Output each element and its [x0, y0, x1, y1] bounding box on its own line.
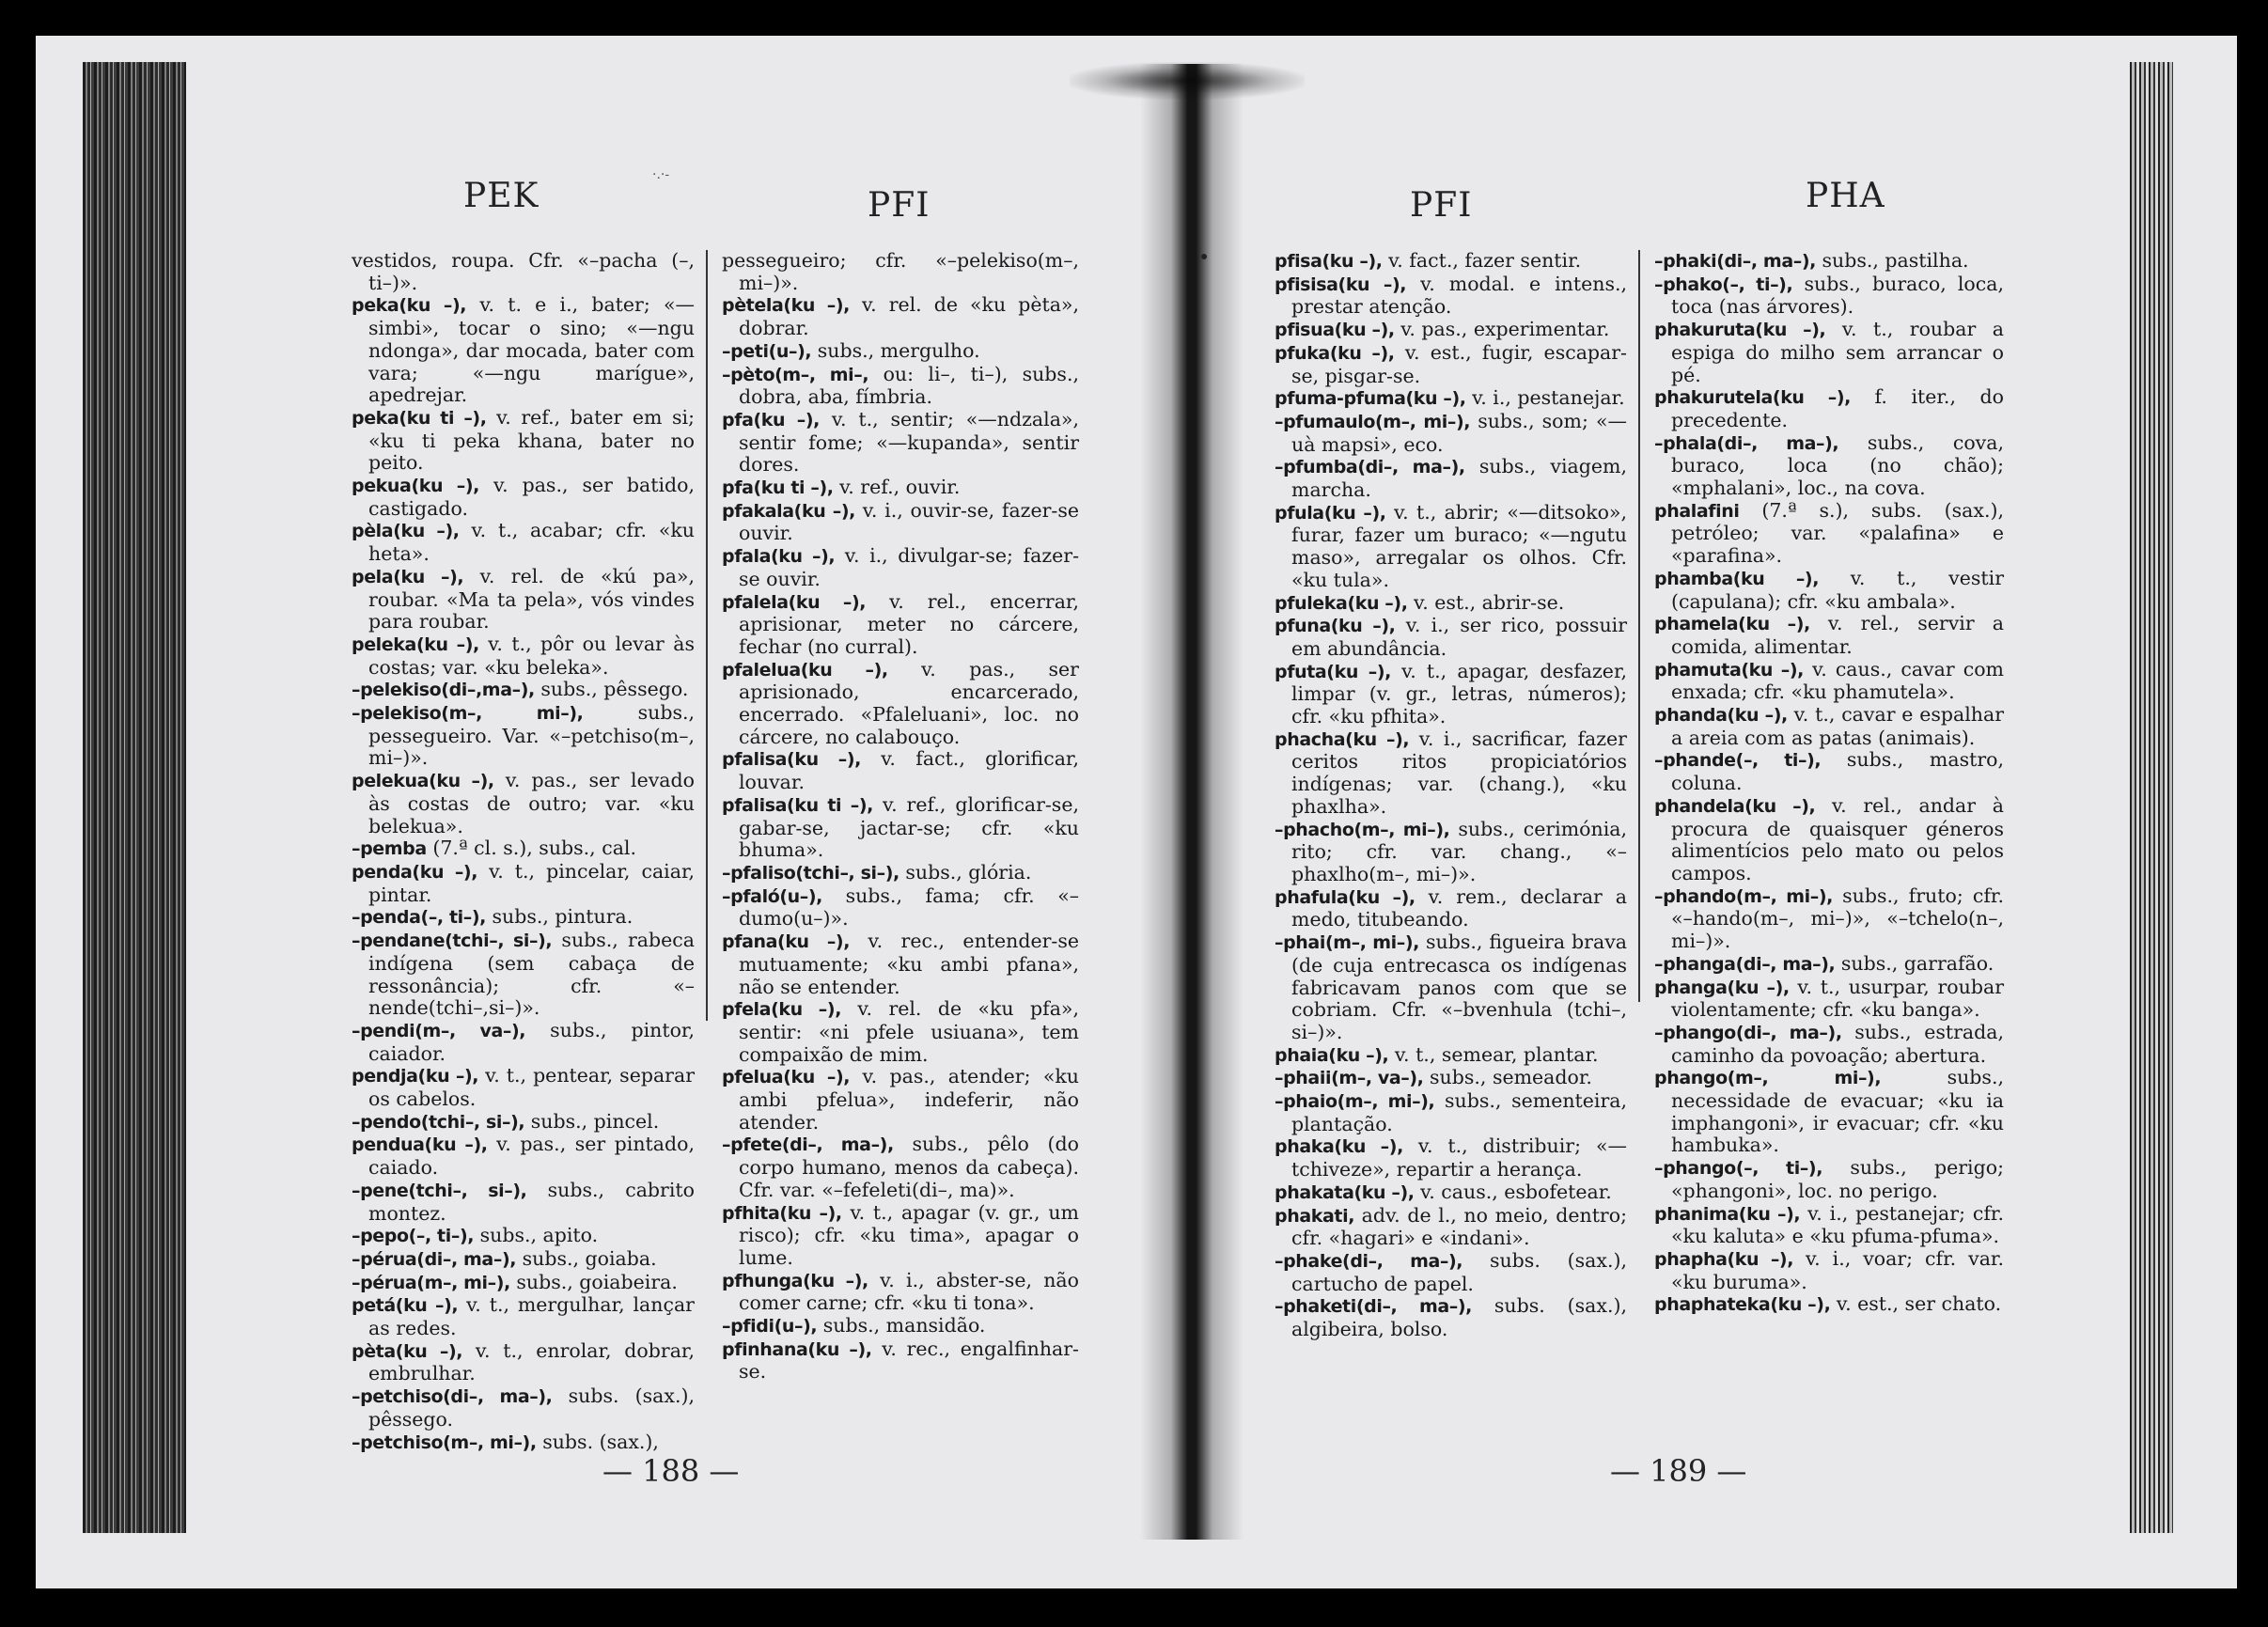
- entry-definition: subs., pêlo (do corpo humano, menos da cabeça). Cfr. var. «–fefeleti(di–, ma)».: [739, 1133, 1079, 1201]
- entry-headword: phaia(ku –),: [1275, 1044, 1389, 1066]
- entry-headword: pfelua(ku –),: [722, 1067, 851, 1088]
- entry-definition: v. t., pôr ou levar às costas; var. «ku beleka».: [368, 632, 695, 679]
- entry-definition: v. modal. e intens., prestar atenção.: [1291, 272, 1628, 319]
- dictionary-entry: [722, 340, 1079, 364]
- dictionary-entry: [1275, 1067, 1627, 1090]
- entry-headword: phanga(ku –),: [1654, 977, 1790, 998]
- dictionary-entry: [352, 679, 695, 702]
- entry-headword: pèla(ku –),: [352, 521, 460, 542]
- dictionary-entry: [1654, 659, 2004, 704]
- dictionary-entry: [1654, 1293, 2004, 1317]
- dictionary-entry: [1275, 456, 1627, 501]
- entry-definition: subs., goiaba.: [522, 1246, 657, 1270]
- dictionary-entry: [1275, 592, 1627, 616]
- entry-definition: subs., mergulho.: [817, 338, 980, 362]
- dictionary-entry: [352, 1225, 695, 1248]
- entry-definition: subs., apito.: [479, 1224, 599, 1247]
- dictionary-entry: [352, 294, 695, 407]
- entry-headword: –pfete(di–, ma–),: [722, 1134, 894, 1156]
- entry-definition: v. rel. de «kú pa», roubar. «Ma ta pela», vós vindes para roubar.: [368, 564, 695, 634]
- entry-definition: v. i., voar; cfr. var. «ku buruma».: [1671, 1246, 2004, 1293]
- entry-headword: –phacho(m–, mi–),: [1275, 819, 1450, 840]
- entry-headword: –phako(–, ti–),: [1654, 274, 1793, 295]
- entry-headword: phacha(ku –),: [1275, 728, 1410, 750]
- dictionary-entry: [1654, 749, 2004, 794]
- entry-definition: v. rel. de «ku pèta», dobrar.: [739, 293, 1079, 340]
- dictionary-entry: [1275, 819, 1627, 886]
- scanned-book-spread: [36, 36, 2237, 1588]
- entry-headword: phapha(ku –),: [1654, 1248, 1794, 1270]
- entry-definition: v. t., pincelar, caiar, pintar.: [368, 859, 696, 906]
- entry-headword: –phake(di–, ma–),: [1275, 1250, 1463, 1272]
- running-head-left: PFI: [1410, 186, 1473, 225]
- page-189: [1248, 36, 2132, 1588]
- entry-definition: v. rec., entender-se mutuamente; «ku ambi pfana», não se entender.: [739, 930, 1079, 998]
- entry-headword: –phango(di–, ma–),: [1654, 1022, 1842, 1043]
- entry-headword: pètela(ku –),: [722, 295, 850, 317]
- dictionary-entry: [1654, 1067, 2004, 1157]
- entry-definition: subs., pêssego.: [540, 678, 689, 701]
- entry-definition: subs., cova, buraco, loca (no chão); «mphalani», loc., na cova.: [1671, 430, 2004, 500]
- entry-headword: pfana(ku –),: [722, 931, 851, 953]
- dictionary-entry: [352, 250, 695, 294]
- dictionary-entry: [1654, 274, 2004, 319]
- running-head-right: PHA: [1806, 177, 1885, 215]
- dictionary-entry: [1654, 953, 2004, 977]
- entry-definition: subs., estrada, caminho da povoação; abertura.: [1671, 1020, 2004, 1067]
- entry-definition: v. ref., glorificar-se, gabar-se, jactar-se; cfr. «ku bhuma».: [739, 792, 1079, 862]
- entry-definition: subs., fama; cfr. «–dumo(u–)».: [739, 884, 1079, 931]
- entry-headword: –pendane(tchi–, si–),: [352, 931, 553, 952]
- dictionary-entry: [1275, 615, 1627, 660]
- column-divider: [1638, 250, 1640, 1002]
- dictionary-entry: [722, 500, 1079, 545]
- dictionary-entry: [1275, 502, 1627, 592]
- running-head-right: PFI: [868, 186, 931, 225]
- entry-definition: v. pas., ser batido, castigado.: [368, 474, 695, 520]
- entry-headword: phanda(ku –),: [1654, 705, 1788, 727]
- entry-headword: pfuleka(ku –),: [1275, 592, 1408, 614]
- entry-definition: v. caus., cavar com enxada; cfr. «ku phamutela».: [1671, 657, 2004, 704]
- entry-headword: –pfaló(u–),: [722, 885, 822, 907]
- entry-headword: –pendo(tchi–, si–),: [352, 1111, 525, 1133]
- entry-headword: pfakala(ku –),: [722, 500, 855, 522]
- entry-headword: –pemba: [352, 838, 427, 860]
- entry-headword: –pfaliso(tchi–, si–),: [722, 862, 899, 884]
- dictionary-entry: [722, 1338, 1079, 1384]
- entry-headword: –phaii(m–, va–),: [1275, 1068, 1424, 1089]
- entry-headword: pfhunga(ku –),: [722, 1270, 868, 1291]
- entry-definition: v. t., usurpar, roubar violentamente; cfr. «ku banga».: [1671, 975, 2004, 1022]
- entry-headword: pfuma-pfuma(ku –),: [1275, 388, 1466, 410]
- entry-definition: v. t., apagar, desfazer, limpar (v. gr., letras, números); cfr. «ku pfhita».: [1291, 659, 1628, 728]
- entry-definition: subs., perigo; «phangoni», loc. no perigo.: [1671, 1156, 2004, 1202]
- entry-headword: pfa(ku ti –),: [722, 477, 834, 499]
- entry-headword: pfisisa(ku –),: [1275, 274, 1407, 295]
- entry-headword: pfuka(ku –),: [1275, 342, 1395, 364]
- dictionary-entry: [1275, 886, 1627, 931]
- entry-definition: vestidos, roupa. Cfr. «–pacha (–, ti–)».: [352, 249, 695, 294]
- entry-headword: pfala(ku –),: [722, 546, 836, 568]
- entry-headword: phamela(ku –),: [1654, 614, 1810, 635]
- entry-headword: pfuna(ku –),: [1275, 616, 1396, 637]
- entry-definition: v. pas., ser levado às costas de outro; var. «ku belekua».: [368, 769, 695, 837]
- entry-headword: phalafini: [1654, 500, 1740, 522]
- entry-headword: –pelekiso(di–,ma–),: [352, 680, 535, 701]
- entry-headword: peleka(ku –),: [352, 634, 479, 655]
- entry-definition: subs., buraco, loca, toca (nas árvores).: [1671, 272, 2004, 319]
- entry-headword: pfalisa(ku –),: [722, 749, 861, 771]
- left-binding-edge: [83, 62, 186, 1533]
- entry-headword: –pfumaulo(m–, mi–),: [1275, 411, 1471, 432]
- dictionary-entry: [1275, 1295, 1627, 1340]
- dictionary-entry: [352, 1340, 695, 1385]
- dictionary-entry: [352, 702, 695, 770]
- entry-headword: –phaki(di–, ma–),: [1654, 251, 1816, 272]
- entry-definition: v. pas., atender; «ku ambi pfelua», indeferir, não atender.: [739, 1065, 1079, 1134]
- entry-headword: pekua(ku –),: [352, 476, 479, 497]
- column-1: [1275, 250, 1627, 1341]
- entry-headword: –pelekiso(m–, mi–),: [352, 703, 584, 725]
- entry-headword: pfalisa(ku ti –),: [722, 794, 873, 816]
- dictionary-entry: [1275, 931, 1627, 1044]
- entry-headword: pela(ku –),: [352, 566, 464, 587]
- entry-definition: v. t. e i., bater; «—simbi», tocar o sino; «—ngu ndonga», dar mocada, bater com vara; «—ngu marígue», apedrejar.: [368, 293, 695, 407]
- page-number: — 188 —: [602, 1453, 740, 1489]
- column-2: [1654, 250, 2004, 1317]
- dictionary-entry: [352, 566, 695, 634]
- dictionary-entry: [352, 1385, 695, 1431]
- dictionary-entry: [1654, 568, 2004, 613]
- entry-definition: v. i., pestanejar; cfr. «ku kaluta» e «ku pfuma-pfuma».: [1671, 1201, 2004, 1248]
- dictionary-entry: [352, 1272, 695, 1295]
- dictionary-entry: [722, 862, 1079, 885]
- dictionary-entry: [352, 770, 695, 837]
- dictionary-entry: [1275, 728, 1627, 819]
- dictionary-entry: [1654, 977, 2004, 1022]
- entry-definition: subs., pintor, caiador.: [368, 1018, 695, 1065]
- entry-definition: v. i., abster-se, não comer carne; cfr. «ku ti tona».: [739, 1268, 1079, 1315]
- entry-definition: v. rel., encerrar, aprisionar, meter no cárcere, fechar (no curral).: [739, 589, 1079, 658]
- entry-definition: subs., cabrito montez.: [368, 1178, 695, 1225]
- entry-definition: v. est., ser chato.: [1836, 1292, 2002, 1316]
- column-2: [722, 250, 1079, 1384]
- dictionary-entry: [352, 634, 695, 679]
- dictionary-entry: [1275, 387, 1627, 411]
- entry-definition: v. caus., esbofetear.: [1420, 1180, 1612, 1203]
- entry-headword: pfuta(ku –),: [1275, 661, 1391, 682]
- entry-definition: subs., semeador.: [1430, 1066, 1592, 1089]
- entry-definition: subs. (sax.), pêssego.: [368, 1385, 695, 1431]
- dictionary-entry: [1275, 1181, 1627, 1205]
- entry-headword: phaphateka(ku –),: [1654, 1294, 1831, 1316]
- entry-definition: v. rel. de «ku pfa», sentir: «ni pfele usiuana», tem compaixão de mim.: [739, 997, 1079, 1066]
- entry-headword: pfisua(ku –),: [1275, 320, 1395, 341]
- entry-headword: –phando(m–, mi–),: [1654, 885, 1833, 907]
- entry-definition: subs., mansidão.: [822, 1314, 986, 1338]
- entry-definition: v. pas., ser aprisionado, encarcerado, encerrado. «Pfaleluani», loc. no cárcere, no calabouço.: [739, 657, 1079, 748]
- dictionary-entry: [722, 1315, 1079, 1338]
- entry-headword: phaka(ku –),: [1275, 1136, 1403, 1158]
- entry-definition: v. i., pestanejar.: [1472, 386, 1625, 410]
- dictionary-entry: [1654, 1248, 2004, 1293]
- entry-headword: pendua(ku –),: [352, 1134, 488, 1156]
- entry-definition: v. i., ouvir-se, fazer-se ouvir.: [739, 498, 1079, 545]
- dictionary-entry: [1654, 795, 2004, 885]
- entry-headword: –penda(–, ti–),: [352, 907, 486, 929]
- entry-definition: subs., fruto; cfr. «–hando(m–, mi–)», «–tchelo(n–, mi–)».: [1671, 884, 2004, 953]
- entry-headword: –pepo(–, ti–),: [352, 1226, 475, 1247]
- dictionary-entry: [722, 545, 1079, 590]
- dictionary-entry: [1275, 1135, 1627, 1181]
- entry-definition: v. t., cavar e espalhar a areia com as patas (animais).: [1671, 703, 2004, 749]
- entry-headword: pfalelua(ku –),: [722, 659, 888, 681]
- entry-definition: v. pas., ser pintado, caiado.: [368, 1133, 695, 1180]
- entry-headword: phafula(ku –),: [1275, 886, 1416, 908]
- entry-definition: v. pas., experimentar.: [1400, 318, 1610, 341]
- entry-headword: –petchiso(m–, mi–),: [352, 1431, 537, 1453]
- dictionary-entry: [1654, 1022, 2004, 1067]
- dictionary-entry: [1275, 1250, 1627, 1295]
- dictionary-entry: [722, 294, 1079, 339]
- dictionary-entry: [1654, 319, 2004, 386]
- entry-headword: pfalela(ku –),: [722, 591, 867, 613]
- dictionary-entry: [1275, 250, 1627, 274]
- entry-definition: v. t., sentir; «—ndzala», sentir fome; «—kupanda», sentir dores.: [739, 407, 1079, 477]
- dictionary-entry: [1654, 250, 2004, 274]
- entry-headword: phango(m–, mi–),: [1654, 1068, 1882, 1089]
- dictionary-entry: [722, 885, 1079, 931]
- entry-headword: peka(ku –),: [352, 295, 467, 317]
- entry-headword: pfisa(ku –),: [1275, 251, 1383, 272]
- entry-definition: v. t., pentear, separar os cabelos.: [368, 1064, 695, 1111]
- entry-definition: f. iter., do precedente.: [1671, 385, 2004, 431]
- entry-definition: v. t., mergulhar, lançar as redes.: [368, 1293, 695, 1340]
- entry-headword: –petchiso(di–, ma–),: [352, 1386, 553, 1408]
- dictionary-entry: [722, 1066, 1079, 1134]
- right-binding-edge: [2130, 62, 2173, 1533]
- entry-headword: pfinhana(ku –),: [722, 1338, 872, 1360]
- entry-definition: subs. (sax.), algibeira, bolso.: [1291, 1294, 1627, 1341]
- entry-definition: subs., pincel.: [530, 1109, 660, 1133]
- entry-definition: subs., goiabeira.: [516, 1270, 678, 1293]
- dictionary-entry: [352, 837, 695, 861]
- dictionary-entry: [352, 407, 695, 475]
- dictionary-entry: [1654, 704, 2004, 749]
- dictionary-entry: [722, 998, 1079, 1066]
- entry-definition: (7.ª s.), subs. (sax.), petróleo; var. «palafina» e «parafina».: [1671, 498, 2004, 568]
- entry-definition: v. ref., bater em si; «ku ti peka khana, bater no peito.: [368, 405, 695, 475]
- dictionary-entry: [1654, 432, 2004, 500]
- entry-headword: phakata(ku –),: [1275, 1181, 1415, 1203]
- dictionary-entry: [1654, 386, 2004, 431]
- dictionary-entry: [352, 1294, 695, 1339]
- dictionary-entry: [722, 659, 1079, 749]
- dictionary-entry: [722, 1134, 1079, 1201]
- entry-headword: phakurutela(ku –),: [1654, 387, 1851, 409]
- entry-headword: pfhita(ku –),: [722, 1202, 842, 1224]
- dictionary-entry: [722, 250, 1079, 294]
- entry-definition: v. t., apagar (v. gr., um risco); cfr. «ku tima», apagar o lume.: [739, 1200, 1079, 1269]
- entry-definition: subs., rabeca indígena (sem cabaça de ressonância); cfr. «–nende(tchi–,si–)».: [368, 929, 695, 1020]
- entry-headword: –phaio(m–, mi–),: [1275, 1091, 1435, 1113]
- entry-definition: v. rel., servir a comida, alimentar.: [1671, 612, 2004, 658]
- dictionary-entry: [352, 1065, 695, 1110]
- dictionary-entry: [1275, 274, 1627, 319]
- dictionary-entry: [722, 409, 1079, 477]
- column-1: [352, 250, 695, 1454]
- entry-definition: v. fact., glorificar, louvar.: [739, 747, 1079, 794]
- entry-headword: –pérua(m–, mi–),: [352, 1272, 510, 1293]
- entry-headword: pfela(ku –),: [722, 999, 842, 1021]
- dictionary-entry: [722, 1202, 1079, 1270]
- dictionary-entry: [1654, 1203, 2004, 1248]
- dictionary-entry: [352, 906, 695, 930]
- entry-headword: –phango(–, ti–),: [1654, 1158, 1823, 1180]
- scan-speck: ·.·‑: [652, 167, 670, 182]
- entry-definition: v. t., distribuir; «—tchiveze», repartir a herança.: [1291, 1134, 1627, 1181]
- dictionary-entry: [1275, 1205, 1627, 1250]
- entry-definition: subs., garrafão.: [1840, 951, 1994, 975]
- entry-definition: subs., viagem, marcha.: [1291, 455, 1627, 502]
- entry-headword: –pendi(m–, va–),: [352, 1020, 526, 1041]
- entry-definition: subs., pintura.: [492, 905, 633, 929]
- dictionary-entry: [352, 1431, 695, 1455]
- dictionary-entry: [352, 475, 695, 520]
- entry-definition: v. i., divulgar-se; fazer-se ouvir.: [739, 544, 1079, 590]
- entry-definition: subs., necessidade de evacuar; «ku ia imphangoni», ir evacuar; cfr. «ku hambuka».: [1671, 1066, 2004, 1157]
- entry-definition: v. rec., engalfinhar-se.: [739, 1337, 1079, 1384]
- entry-headword: phamuta(ku –),: [1654, 659, 1804, 681]
- entry-headword: petá(ku –),: [352, 1295, 459, 1317]
- entry-definition: subs., sementeira, plantação.: [1291, 1089, 1627, 1135]
- dictionary-entry: [722, 748, 1079, 793]
- dictionary-entry: [352, 1248, 695, 1272]
- page-number: — 189 —: [1610, 1453, 1747, 1489]
- book-gutter: [1140, 64, 1243, 1540]
- entry-definition: adv. de l., no meio, dentro; cfr. «hagari» e «indani».: [1291, 1203, 1627, 1250]
- entry-definition: subs., cerimónia, rito; cfr. var. chang., «–phaxlho(m–, mi–)».: [1291, 817, 1627, 885]
- entry-definition: subs., pastilha.: [1822, 249, 1969, 272]
- page-188: [186, 36, 1135, 1588]
- entry-headword: phamba(ku –),: [1654, 568, 1820, 589]
- dictionary-entry: [1654, 885, 2004, 953]
- dictionary-entry: [1275, 1090, 1627, 1135]
- entry-definition: subs., som; «—uà mapsi», eco.: [1291, 409, 1627, 456]
- dictionary-entry: [1654, 500, 2004, 568]
- entry-headword: phanima(ku –),: [1654, 1203, 1801, 1225]
- dictionary-entry: [352, 520, 695, 565]
- entry-headword: –phanga(di–, ma–),: [1654, 953, 1836, 975]
- dictionary-entry: [722, 477, 1079, 500]
- entry-definition: subs., figueira brava (de cuja entrecasca os indígenas fabricavam panos com que se cobriam. Cfr. «–bvenhula (tchi–, si–)».: [1291, 931, 1627, 1043]
- entry-headword: –phande(–, ti–),: [1654, 750, 1822, 772]
- entry-definition: v. rel., andar à procura de quaisquer géneros alimentícios pelo mato ou pelos campos.: [1671, 793, 2004, 884]
- dictionary-entry: [722, 931, 1079, 998]
- entry-definition: v. t., vestir (capulana); cfr. «ku ambala».: [1671, 566, 2004, 613]
- entry-headword: pfula(ku –),: [1275, 502, 1386, 524]
- dictionary-entry: [1275, 411, 1627, 456]
- entry-definition: v. t., abrir; «—ditsoko», furar, fazer um buraco; «—ngutu maso», arregalar os olhos. Cfr. «ku tula».: [1291, 500, 1627, 591]
- entry-definition: v. ref., ouvir.: [839, 476, 961, 499]
- dictionary-entry: [722, 364, 1079, 409]
- entry-headword: pendja(ku –),: [352, 1066, 479, 1087]
- entry-headword: –phala(di–, ma–),: [1654, 432, 1839, 454]
- entry-headword: penda(ku –),: [352, 861, 478, 883]
- entry-definition: v. est., abrir-se.: [1414, 590, 1565, 614]
- entry-definition: ou: li–, ti–), subs., dobra, aba, fímbria.: [739, 362, 1079, 409]
- entry-definition: subs., pessegueiro. Var. «–petchiso(m–, mi–)».: [368, 701, 695, 770]
- dictionary-entry: [352, 1111, 695, 1134]
- dictionary-entry: [352, 1134, 695, 1179]
- dictionary-entry: [1654, 1157, 2004, 1202]
- entry-definition: v. t., enrolar, dobrar, embrulhar.: [368, 1338, 695, 1385]
- entry-headword: –pèto(m–, mi–,: [722, 364, 869, 385]
- entry-definition: subs. (sax.),: [542, 1430, 659, 1453]
- dictionary-entry: [1275, 661, 1627, 728]
- entry-headword: pèta(ku –),: [352, 1340, 463, 1362]
- entry-definition: v. t., acabar; cfr. «ku heta».: [368, 519, 695, 566]
- entry-headword: –pérua(di–, ma–),: [352, 1248, 517, 1270]
- column-divider: [706, 250, 708, 1021]
- dictionary-entry: [722, 591, 1079, 659]
- dictionary-entry: [722, 794, 1079, 862]
- entry-definition: pessegueiro; cfr. «–pelekiso(m–, mi–)».: [722, 249, 1079, 294]
- dictionary-entry: [722, 1270, 1079, 1315]
- entry-headword: pelekua(ku –),: [352, 771, 494, 792]
- entry-headword: peka(ku ti –),: [352, 407, 487, 429]
- entry-definition: v. est., fugir, escapar-se, pisgar-se.: [1291, 340, 1627, 387]
- entry-definition: subs. (sax.), cartucho de papel.: [1291, 1248, 1627, 1295]
- running-head-left: PEK: [463, 177, 540, 215]
- entry-headword: pfa(ku –),: [722, 409, 820, 430]
- entry-headword: –pfumba(di–, ma–),: [1275, 457, 1465, 478]
- entry-definition: v. t., semear, plantar.: [1394, 1042, 1599, 1066]
- entry-definition: v. fact., fazer sentir.: [1388, 249, 1582, 272]
- entry-definition: (7.ª cl. s.), subs., cal.: [432, 837, 636, 860]
- entry-headword: –peti(u–),: [722, 340, 812, 362]
- entry-definition: subs., mastro, coluna.: [1671, 748, 2004, 795]
- dictionary-entry: [352, 930, 695, 1020]
- dictionary-entry: [1654, 613, 2004, 658]
- dictionary-entry: [1275, 1044, 1627, 1068]
- dictionary-entry: [1275, 319, 1627, 342]
- entry-definition: v. i., ser rico, possuir em abundância.: [1291, 614, 1627, 660]
- entry-headword: –phai(m–, mi–),: [1275, 932, 1419, 954]
- entry-definition: subs., glória.: [905, 860, 1032, 884]
- entry-definition: v. rem., declarar a medo, titubeando.: [1291, 884, 1627, 931]
- entry-definition: v. t., roubar a espiga do milho sem arrancar o pé.: [1671, 318, 2004, 386]
- entry-headword: –pfidi(u–),: [722, 1316, 818, 1338]
- scan-dot: [1201, 254, 1207, 259]
- entry-headword: phakati,: [1275, 1205, 1355, 1227]
- dictionary-entry: [352, 861, 695, 906]
- dictionary-entry: [352, 1020, 695, 1065]
- dictionary-entry: [1275, 342, 1627, 387]
- entry-headword: –phaketi(di–, ma–),: [1275, 1296, 1472, 1318]
- dictionary-entry: [352, 1180, 695, 1225]
- entry-headword: phakuruta(ku –),: [1654, 320, 1826, 341]
- entry-headword: phandela(ku –),: [1654, 795, 1816, 817]
- entry-definition: v. i., sacrificar, fazer ceritos ritos propiciatórios indígenas; var. (chang.), «ku phaxlha».: [1291, 727, 1627, 818]
- entry-headword: –pene(tchi–, si–),: [352, 1180, 527, 1201]
